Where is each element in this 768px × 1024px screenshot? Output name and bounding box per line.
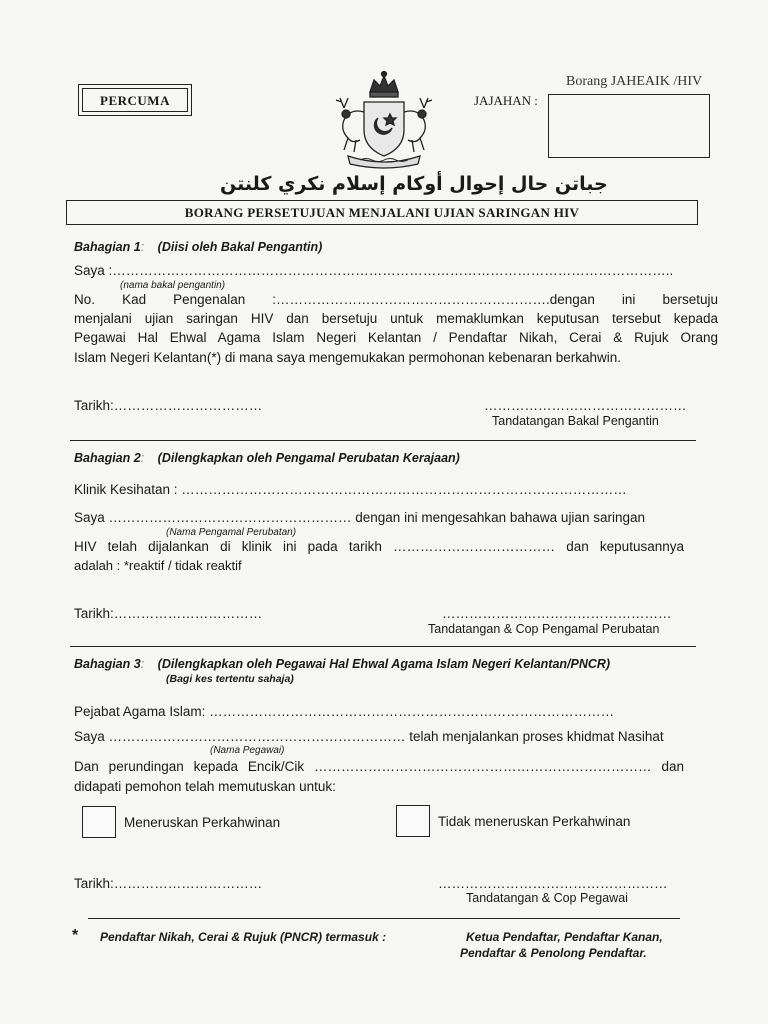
- section2-doctor-field[interactable]: Saya ……………………………………………… dengan ini mengesahkan bahawa ujian saringan: [74, 510, 645, 525]
- jajahan-input-box[interactable]: [548, 94, 710, 158]
- continue-marriage-checkbox[interactable]: [82, 806, 116, 838]
- section3-label: Bahagian 3: [74, 657, 141, 671]
- section3-signature-label: Tandatangan & Cop Pegawai: [466, 891, 628, 905]
- section2-signature-label: Tandatangan & Cop Pengamal Perubatan: [428, 622, 660, 636]
- section2-desc: (Dilengkapkan oleh Pengamal Perubatan Kerajaan): [157, 451, 460, 465]
- section3-paragraph-line2: didapati pemohon telah memutuskan untuk:: [74, 779, 336, 794]
- section3-desc: (Dilengkapkan oleh Pegawai Hal Ehwal Agama Islam Negeri Kelantan/PNCR): [157, 657, 611, 671]
- section1-paragraph-line1: menjalani ujian saringan HIV dan bersetuju untuk memaklumkan keputusan tersebut kepada: [74, 311, 718, 326]
- footer-divider: [88, 918, 680, 919]
- section3-officer-field[interactable]: Saya ………………………………………………………… telah menjalankan proses khidmat Nasihat: [74, 729, 664, 744]
- section-divider: [70, 440, 696, 441]
- section2-label: Bahagian 2: [74, 451, 141, 465]
- section1-date-field[interactable]: Tarikh:……………………………: [74, 398, 263, 413]
- not-continue-marriage-label: Tidak meneruskan Perkahwinan: [438, 814, 631, 829]
- section1-signature-line[interactable]: ………………………………………: [484, 398, 687, 413]
- section1-label-colon: :: [140, 240, 145, 254]
- footnote-right-line2: Pendaftar & Penolong Pendaftar.: [460, 946, 647, 960]
- section1-name-field[interactable]: Saya :……………………………………………………………………………………………………………..: [74, 263, 674, 278]
- footnote-left: Pendaftar Nikah, Cerai & Rujuk (PNCR) termasuk :: [100, 930, 387, 944]
- footnote-right-line1: Ketua Pendaftar, Pendaftar Kanan,: [466, 930, 663, 944]
- form-code: Borang JAHEAIK /HIV: [566, 74, 703, 89]
- section3-paragraph-line1: Dan perundingan kepada Encik/Cik ………………………………………………………………… dan: [74, 759, 684, 774]
- section1-paragraph-line3: Islam Negeri Kelantan(*) di mana saya mengemukakan permohonan kebenaran berkahwin.: [74, 350, 622, 365]
- section2-signature-line[interactable]: ……………………………………………: [442, 606, 672, 621]
- section3-heading: [74, 657, 610, 671]
- footnote-star: *: [72, 927, 79, 944]
- section2-result: adalah : *reaktif / tidak reaktif: [74, 558, 242, 573]
- section3-officer-hint: (Nama Pegawai): [210, 745, 285, 756]
- section2-clinic-field[interactable]: Klinik Kesihatan : ………………………………………………………………………………………: [74, 482, 627, 497]
- section-divider: [70, 646, 696, 647]
- jajahan-label: JAJAHAN :: [474, 93, 538, 108]
- jawi-department-title: جباتن حال إحوال أوكام إسلام نكري كلنتن: [220, 173, 608, 195]
- form-title: BORANG PERSETUJUAN MENJALANI UJIAN SARINGAN HIV: [66, 200, 698, 225]
- section1-desc: (Diisi oleh Bakal Pengantin): [157, 240, 323, 254]
- section1-signature-label: Tandatangan Bakal Pengantin: [492, 414, 659, 428]
- section3-signature-line[interactable]: ……………………………………………: [438, 876, 668, 891]
- section2-date-field[interactable]: Tarikh:……………………………: [74, 606, 263, 621]
- section1-paragraph-line2: Pegawai Hal Ehwal Agama Islam Negeri Kelantan / Pendaftar Nikah, Cerai & Rujuk Orang: [74, 330, 718, 345]
- section3-date-field[interactable]: Tarikh:……………………………: [74, 876, 263, 891]
- percuma-box: [78, 84, 192, 116]
- section2-doctor-hint: (Nama Pengamal Perubatan): [166, 527, 297, 538]
- section1-ic-field[interactable]: No. Kad Pengenalan :…………………………………………………….dengan ini bersetuju: [74, 292, 718, 307]
- section1-name-hint: (nama bakal pengantin): [120, 280, 226, 291]
- section3-note: (Bagi kes tertentu sahaja): [166, 673, 294, 685]
- section3-office-field[interactable]: Pejabat Agama Islam: ………………………………………………………………………………: [74, 704, 615, 719]
- section3-label-colon: :: [140, 657, 145, 671]
- section2-heading: [74, 451, 460, 465]
- percuma-label: PERCUMA: [82, 88, 188, 112]
- continue-marriage-label: Meneruskan Perkahwinan: [124, 815, 281, 830]
- kelantan-crest-icon: [330, 68, 438, 170]
- section2-paragraph-line1: HIV telah dijalankan di klinik ini pada tarikh ……………………………… dan keputusannya: [74, 539, 684, 554]
- section1-label: Bahagian 1: [74, 240, 141, 254]
- section1-heading: [74, 240, 322, 254]
- not-continue-marriage-checkbox[interactable]: [396, 805, 430, 837]
- section2-label-colon: :: [140, 451, 145, 465]
